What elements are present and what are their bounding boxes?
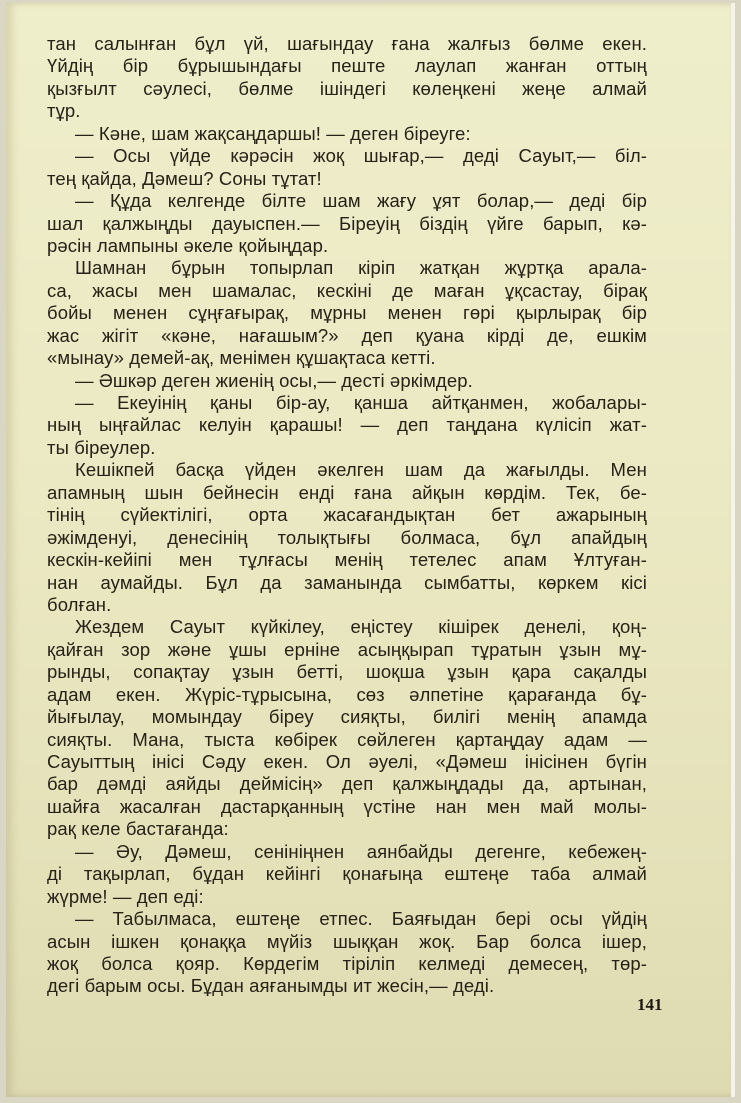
text-line: — Екеуінің қаны бір-ау, қанша айтқанмен, жобалары- — [75, 392, 647, 413]
text-line: Жездем Сауыт күйкілеу, еңістеу кішірек денелі, қоң- — [75, 616, 647, 638]
text-line: — Кәне, шам жақсаңдаршы! — деген біреуге: — [75, 122, 471, 144]
book-page — [6, 3, 735, 1097]
text-line: — Құда келгенде білте шам жағу ұят болар,— деді бір — [75, 190, 647, 212]
text-line: бар дәмді аяйды деймісің» деп қалжыңдады да, артынан, — [47, 773, 647, 795]
text-line: тінің сүйектілігі, орта жасағандықтан бет ажарының — [47, 504, 647, 526]
text-line: шал қалжыңды дауыспен.— Біреуің біздің үйге барып, кә- — [47, 212, 647, 234]
text-line: қайған зор және ұшы ерніне асыңқырап тұратын ұзын мұ- — [47, 638, 647, 660]
text-line: ді тақырлап, бұдан кейінгі қонағыңа ештеңе таба алмай — [47, 863, 647, 885]
text-line: — Әшкәр деген жиенің осы,— десті әркімдер. — [75, 369, 473, 391]
text-line: апамның шын бейнесін енді ғана айқын көрдім. Тек, бе- — [47, 481, 647, 503]
text-line: рынды, сопақтау ұзын бетті, шоқша ұзын қара сақалды — [47, 661, 647, 683]
text-line: тұр. — [47, 100, 81, 122]
text-line: дегі барым осы. Бұдан аяғанымды ит жесін,— деді. — [47, 975, 495, 997]
text-line: тан салынған бұл үй, шағындау ғана жалғыз бөлме екен. — [47, 33, 647, 54]
text-line: Үйдің бір бұрышындағы пеште лаулап жанған оттың — [47, 55, 647, 77]
text-line: нан аумайды. Бұл да заманында сымбатты, көркем кісі — [47, 571, 647, 593]
text-line: сияқты. Мана, тыста көбірек сөйлеген қартаңдау адам — — [47, 728, 647, 750]
text-line: кескін-кейіпі мен тұлғасы менің тетелес апам Ұлтуған- — [47, 549, 647, 571]
text-line: — Табылмаса, ештеңе етпес. Баяғыдан бері осы үйдің — [75, 908, 647, 930]
text-line: — Әу, Дәмеш, сенініңнен аянбайды дегенге, кебежең- — [75, 840, 647, 862]
page-number: 141 — [637, 995, 663, 1014]
text-line: йығылау, момындау біреу сияқты, билігі менің апамда — [47, 706, 647, 728]
text-line: Кешікпей басқа үйден әкелген шам да жағылды. Мен — [75, 459, 647, 481]
text-line: жүрме! — деп еді: — [47, 885, 204, 907]
text-line: са, жасы мен шамалас, кескіні де маған ұқсастау, бірақ — [47, 279, 647, 301]
text-line: Сауыттың інісі Сәду екен. Ол әуелі, «Дәмеш інісінен бүгін — [47, 751, 647, 772]
text-line: асын ішкен қонаққа мүйіз шыққан жоқ. Бар болса ішер, — [47, 930, 647, 952]
text-line: шайға жасалған дастарқанның үстіне нан мен май молы- — [47, 795, 647, 817]
text-line: болған. — [47, 593, 112, 615]
text-line: Шамнан бұрын топырлап кіріп жатқан жұртқа арала- — [75, 257, 647, 279]
text-line: «мынау» демей-ақ, менімен құшақтаса кетті. — [47, 347, 436, 369]
text-line: қызғылт сәулесі, бөлме ішіндегі көлеңкені жеңе алмай — [47, 77, 647, 99]
text-line: тең қайда, Дәмеш? Соны тұтат! — [47, 167, 322, 189]
text-line: ның ыңғайлас келуін қарашы! — деп таңдана күлісіп жат- — [47, 414, 647, 436]
body-text — [47, 33, 647, 998]
text-line: ты біреулер. — [47, 436, 156, 458]
text-line: жоқ болса қояр. Көрдегім тіріліп келмеді демесең, төр- — [47, 952, 647, 974]
text-line: рәсін лампыны әкеле қойыңдар. — [47, 234, 329, 256]
text-line: бойы менен сұңғағырақ, мұрны менен гөрі қырлырақ бір — [47, 302, 647, 324]
text-line: рақ келе бастағанда: — [47, 818, 229, 840]
text-line: адам екен. Жүріс-тұрысына, сөз әлпетіне қарағанда бұ- — [47, 683, 647, 705]
text-line: — Осы үйде кәрәсін жоқ шығар,— деді Сауыт,— біл- — [75, 145, 647, 167]
text-line: әжімденуі, денесінің толықтығы болмаса, бұл апайдың — [47, 526, 647, 548]
text-line: жас жігіт «кәне, нағашым?» деп қуана кірді де, ешкім — [47, 324, 647, 346]
